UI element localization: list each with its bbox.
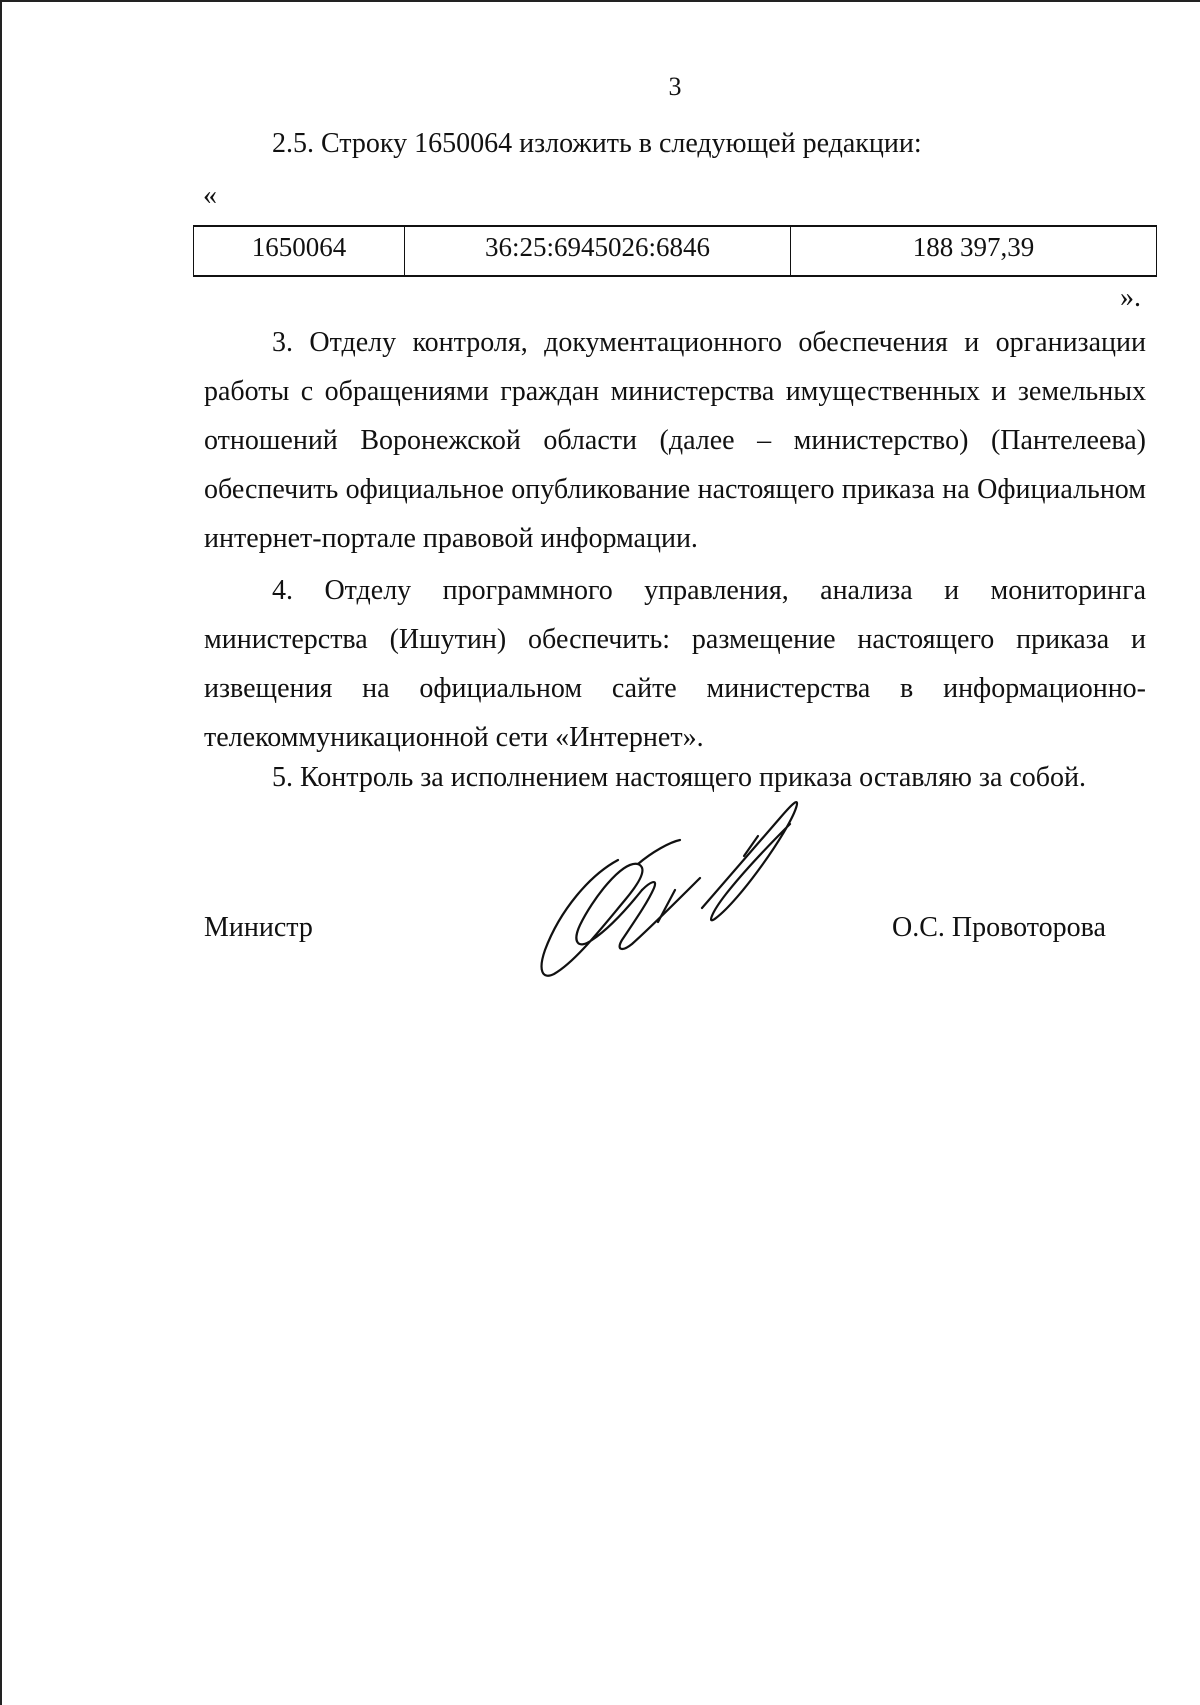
- table-cell-cadastral-number: 36:25:6945026:6846: [404, 227, 790, 275]
- table-open-quote: «: [203, 180, 217, 211]
- amendment-table: [193, 225, 1157, 277]
- signer-name: О.С. Провоторова: [892, 912, 1106, 943]
- table-cell-row-number: 1650064: [251, 232, 347, 262]
- signer-position: Министр: [204, 912, 313, 943]
- paragraph-4: 4. Отделу программного управления, анализа и мониторинга министерства (Ишутин) обеспечить: размещение настоящего приказа и извещения на официальном сайте министерства в информационно-телекоммуникационной сети «Интернет».: [204, 575, 1146, 753]
- clause-2-5-title: 2.5. Строку 1650064 изложить в следующей редакции:: [272, 128, 922, 159]
- table-close-quote: ».: [1120, 282, 1141, 313]
- table-cell-value: 188 397,39: [790, 227, 1156, 275]
- scan-edge-left: [0, 0, 2, 1705]
- scan-edge-top: [0, 0, 1200, 2]
- paragraph-5: 5. Контроль за исполнением настоящего приказа оставляю за собой.: [272, 762, 1087, 793]
- handwritten-signature: [530, 790, 850, 990]
- page-number: 3: [668, 72, 682, 101]
- paragraph-3: 3. Отделу контроля, документационного обеспечения и организации работы с обращениями граждан министерства имущественных и земельных отношений Воронежской области (далее – министерство) (Пантелеева) обеспечить официальное опубликование настоящего приказа на Официальном интернет-портале правовой информации.: [204, 327, 1146, 554]
